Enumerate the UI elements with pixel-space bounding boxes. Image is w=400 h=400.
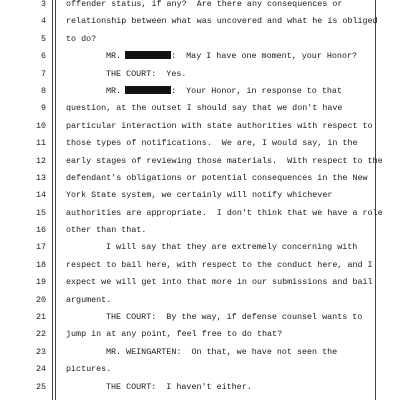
line-text	[106, 309, 362, 326]
transcript-line	[0, 326, 400, 343]
line-number: 3	[40, 0, 46, 9]
line-text	[66, 361, 111, 378]
line-number: 14	[35, 190, 46, 201]
line-text	[106, 83, 342, 100]
line-text	[106, 344, 337, 361]
line-text-segment: to do?	[66, 33, 97, 44]
line-text	[66, 257, 373, 274]
line-text	[106, 239, 357, 256]
transcript-line	[0, 48, 400, 65]
transcript-line	[0, 292, 400, 309]
line-text-segment: pictures.	[66, 364, 112, 375]
line-number: 23	[35, 346, 46, 357]
line-text-segment: : Your Honor, in response to that	[171, 85, 342, 96]
redaction-bar	[125, 51, 171, 59]
line-text-segment: THE COURT: Yes.	[106, 68, 187, 79]
line-text-segment: MR.	[106, 51, 122, 62]
line-text-segment: question, at the outset I should say that we don't have	[66, 103, 343, 114]
transcript-line	[0, 205, 400, 222]
line-text	[66, 135, 358, 152]
line-number: 16	[35, 225, 46, 236]
transcript-line	[0, 187, 400, 204]
line-text	[66, 222, 146, 239]
line-text	[66, 13, 378, 30]
line-number: 18	[35, 259, 46, 270]
line-text	[66, 292, 111, 309]
redaction-bar	[125, 86, 171, 94]
line-text-segment: THE COURT: By the way, if defense counsel wants to	[106, 312, 363, 323]
transcript-line	[0, 100, 400, 117]
line-text-segment: offender status, if any? Are there any consequences or	[66, 0, 343, 9]
transcript-line	[0, 66, 400, 83]
line-number: 4	[40, 16, 46, 27]
line-number: 24	[35, 364, 46, 375]
line-number: 6	[40, 51, 46, 62]
line-number: 19	[35, 277, 46, 288]
line-text	[106, 66, 186, 83]
transcript-line	[0, 153, 400, 170]
line-text-segment: respect to bail here, with respect to the conduct here, and I	[66, 259, 373, 270]
line-number: 8	[40, 85, 46, 96]
line-number: 20	[35, 294, 46, 305]
line-text-segment: authorities are appropriate. I don't think that we have a role	[66, 207, 383, 218]
line-number: 25	[35, 381, 46, 392]
line-text	[66, 100, 342, 117]
line-text-segment: I will say that they are extremely concerning with	[106, 242, 358, 253]
line-text-segment: those types of notifications. We are, I would say, in the	[66, 138, 358, 149]
line-text	[106, 379, 252, 396]
line-text	[66, 0, 342, 13]
line-text-segment: THE COURT: I haven't either.	[106, 381, 252, 392]
transcript-line	[0, 31, 400, 48]
line-text-segment: particular interaction with state authorities with respect to	[66, 120, 373, 131]
line-text	[66, 31, 96, 48]
line-text-segment: defendant's obligations or potential consequences in the New	[66, 172, 368, 183]
line-number: 7	[40, 68, 46, 79]
line-text	[66, 274, 373, 291]
transcript-line	[0, 170, 400, 187]
line-text-segment: York State system, we certainly will notify whichever	[66, 190, 333, 201]
transcript-line	[0, 309, 400, 326]
line-number: 10	[35, 120, 46, 131]
line-number: 15	[35, 207, 46, 218]
line-number: 17	[35, 242, 46, 253]
line-number: 22	[35, 329, 46, 340]
line-text-segment: MR.	[106, 85, 122, 96]
transcript-line	[0, 222, 400, 239]
line-text	[66, 118, 373, 135]
line-text-segment: expect we will get into that more in our submissions and bail	[66, 277, 373, 288]
transcript-line	[0, 379, 400, 396]
transcript-line	[0, 257, 400, 274]
transcript-line	[0, 274, 400, 291]
transcript-line	[0, 0, 400, 13]
transcript-line	[0, 239, 400, 256]
line-text-segment: MR. WEINGARTEN: On that, we have not seen the	[106, 346, 338, 357]
line-number: 21	[35, 312, 46, 323]
transcript-line	[0, 361, 400, 378]
line-text-segment: other than that.	[66, 225, 147, 236]
transcript-line	[0, 118, 400, 135]
line-number: 11	[35, 138, 46, 149]
line-number: 12	[35, 155, 46, 166]
line-text	[66, 187, 332, 204]
line-text	[66, 326, 282, 343]
line-number: 9	[40, 103, 46, 114]
line-text-segment: argument.	[66, 294, 112, 305]
line-text-segment: early stages of reviewing those materials. With respect to the	[66, 155, 383, 166]
transcript-line	[0, 135, 400, 152]
line-text	[66, 170, 368, 187]
line-text	[106, 48, 357, 65]
transcript-line	[0, 13, 400, 30]
line-number: 13	[35, 172, 46, 183]
line-text-segment: jump in at any point, feel free to do that?	[66, 329, 283, 340]
line-text-segment: relationship between what was uncovered and what he is obliged	[66, 16, 378, 27]
line-text	[66, 205, 383, 222]
line-text	[66, 153, 383, 170]
line-number: 5	[40, 33, 46, 44]
line-text-segment: : May I have one moment, your Honor?	[171, 51, 358, 62]
transcript-line	[0, 83, 400, 100]
transcript-line	[0, 344, 400, 361]
